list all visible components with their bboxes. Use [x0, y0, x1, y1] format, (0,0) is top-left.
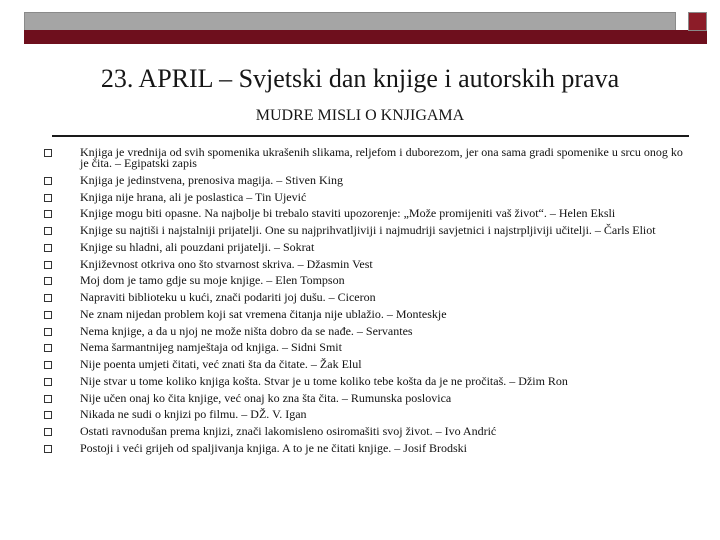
quote-text: Nije poenta umjeti čitati, već znati šta da čitate. – Žak Elul: [80, 357, 362, 372]
header-square-accent: [688, 12, 707, 31]
page-subtitle: MUDRE MISLI O KNJIGAMA: [255, 107, 465, 124]
list-item: [44, 172, 684, 187]
list-item: [44, 239, 684, 254]
list-item: [44, 225, 684, 236]
title-divider: [52, 135, 689, 137]
quote-text: Nema šarmantnijeg namještaja od knjiga. – Sidni Smit: [80, 340, 342, 355]
quote-text: Postoji i veći grijeh od spaljivanja knjiga. A to je ne čitati knjige. – Josif Brodski: [80, 440, 467, 455]
list-item: [44, 147, 684, 169]
square-bullet-icon: [44, 210, 52, 218]
square-bullet-icon: [44, 328, 52, 336]
list-item: [44, 359, 684, 370]
list-item: [44, 323, 684, 338]
square-bullet-icon: [44, 244, 52, 252]
square-bullet-icon: [44, 411, 52, 419]
quote-text: Knjiga je vrednija od svih spomenika ukrašenih slikama, reljefom i duborezom, jer ona sama gradi spomenike u srcu onog ko je čita. – Egipatski zapis: [80, 145, 683, 171]
page-title: 23. APRIL – Svjetski dan knjige i autorskih prava: [100, 64, 620, 93]
square-bullet-icon: [44, 227, 52, 235]
quote-text: Knjige su hladni, ali pouzdani prijatelji. – Sokrat: [80, 239, 315, 254]
square-bullet-icon: [44, 344, 52, 352]
quote-text: Nije učen onaj ko čita knjige, već onaj ko zna šta čita. – Rumunska poslovica: [80, 390, 452, 405]
square-bullet-icon: [44, 428, 52, 436]
list-item: [44, 306, 684, 321]
quote-text: Ostati ravnodušan prema knjizi, znači lakomisleno osiromašiti svoj život. – Ivo Andrić: [80, 424, 497, 439]
square-bullet-icon: [44, 149, 52, 157]
square-bullet-icon: [44, 261, 52, 269]
list-item: [44, 189, 684, 204]
square-bullet-icon: [44, 311, 52, 319]
list-item: [44, 208, 684, 219]
square-bullet-icon: [44, 445, 52, 453]
quote-text: Književnost otkriva ono što stvarnost skriva. – Džasmin Vest: [80, 256, 373, 271]
list-item: [44, 292, 684, 303]
quote-text: Nikada ne sudi o knjizi po filmu. – DŽ. V. Igan: [80, 407, 307, 422]
list-item: [44, 373, 684, 388]
square-bullet-icon: [44, 395, 52, 403]
square-bullet-icon: [44, 277, 52, 285]
list-item: [44, 440, 684, 455]
list-item: [44, 390, 684, 405]
square-bullet-icon: [44, 177, 52, 185]
quote-text: Napraviti biblioteku u kući, znači podariti joj dušu. – Ciceron: [80, 290, 376, 305]
square-bullet-icon: [44, 294, 52, 302]
quote-text: Knjiga je jedinstvena, prenosiva magija. – Stiven King: [80, 172, 343, 187]
list-item: [44, 256, 684, 271]
quote-text: Knjige su najtiši i najstalniji prijatelji. One su najprihvatljiviji i najmudriji savjetnici i najstrpljiviji učitelji. – Čarls Eliot: [80, 223, 656, 238]
quote-text: Nije stvar u tome koliko knjiga košta. Stvar je u tome koliko tebe košta da je ne pročitaš. – Džim Ron: [80, 373, 568, 388]
list-item: [44, 275, 684, 286]
quote-list: [44, 147, 684, 460]
quote-text: Knjige mogu biti opasne. Na najbolje bi trebalo staviti upozorenje: „Može promijeniti vaš život“. – Helen Ekslі: [80, 206, 616, 221]
header-bar: [24, 12, 676, 32]
square-bullet-icon: [44, 194, 52, 202]
quote-text: Ne znam nijedan problem koji sat vremena čitanja nije ublažio. – Monteskje: [80, 306, 447, 321]
list-item: [44, 426, 684, 437]
quote-text: Knjiga nije hrana, ali je poslastica – Tin Ujević: [80, 189, 307, 204]
square-bullet-icon: [44, 378, 52, 386]
quote-text: Nema knjige, a da u njoj ne može ništa dobro da se nađe. – Servantes: [80, 323, 413, 338]
list-item: [44, 342, 684, 353]
square-bullet-icon: [44, 361, 52, 369]
header-bar-shadow: [24, 30, 707, 44]
list-item: [44, 409, 684, 420]
quote-text: Moj dom je tamo gdje su moje knjige. – Elen Tompson: [80, 273, 345, 288]
